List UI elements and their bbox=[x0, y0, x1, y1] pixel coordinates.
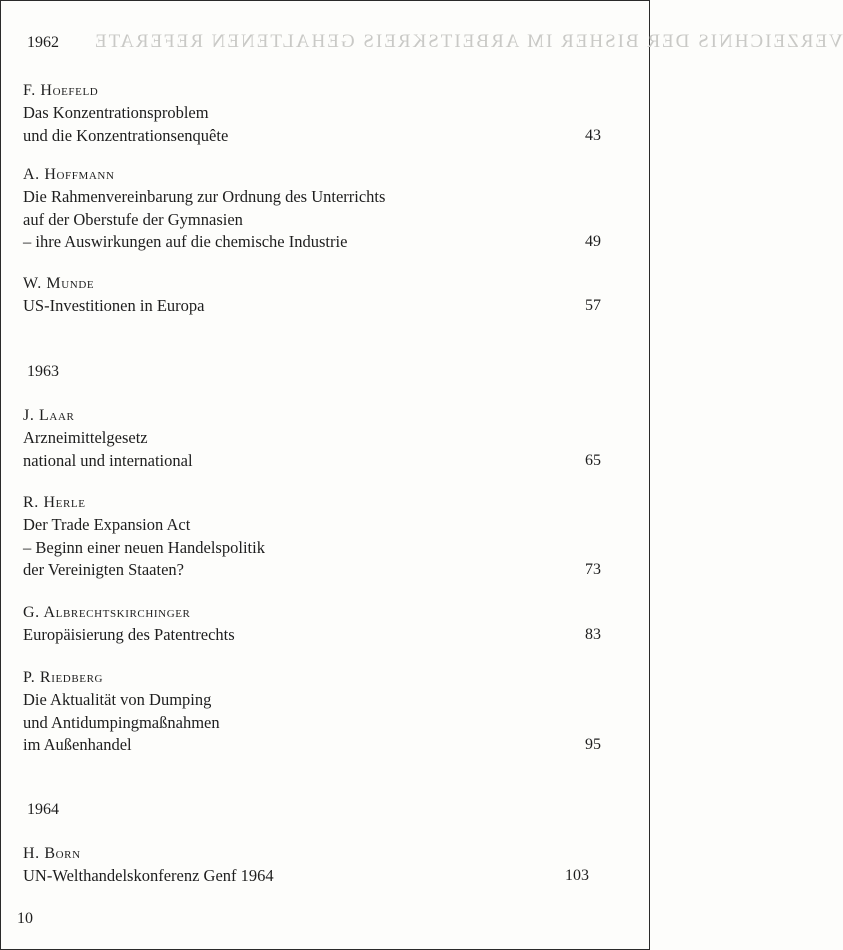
entry-title-line: und die Konzentrationsenquête bbox=[23, 125, 229, 145]
entry-title-line: auf der Oberstufe der Gymnasien bbox=[23, 209, 243, 229]
entry-title-line: im Außenhandel bbox=[23, 735, 132, 754]
entry-title-line: UN-Welthandelskonferenz Genf 1964 bbox=[23, 866, 274, 885]
entry-title-line: – ihre Auswirkungen auf die chemische Industrie bbox=[23, 232, 348, 251]
entry-title-line: Arzneimittelgesetz bbox=[23, 428, 148, 447]
year-heading-1962: 1962 bbox=[27, 34, 59, 51]
entry-author: W. Munde bbox=[23, 275, 95, 292]
entry-title-line: Die Aktualität von Dumping bbox=[23, 690, 212, 709]
entry-author: H. Born bbox=[23, 845, 81, 862]
entry-author: A. Hoffmann bbox=[23, 166, 115, 183]
entry-title-line: – Beginn einer neuen Handelspolitik bbox=[23, 537, 265, 557]
entry-author: R. Herle bbox=[23, 494, 86, 511]
entry-author: G. Albrechtskirchinger bbox=[23, 604, 191, 621]
toc-entry-herle bbox=[23, 493, 601, 582]
entry-author: F. Hoefeld bbox=[23, 82, 99, 99]
year-heading-1964: 1964 bbox=[27, 801, 59, 818]
entry-page-number: 83 bbox=[585, 626, 601, 643]
entry-title-line: Das Konzentrationsproblem bbox=[23, 103, 209, 122]
entry-title-line: der Vereinigten Staaten? bbox=[23, 560, 184, 579]
entry-page-number: 49 bbox=[585, 233, 601, 250]
toc-entry-hoffmann bbox=[23, 165, 601, 254]
entry-page-number: 73 bbox=[585, 561, 601, 578]
entry-title-line: national und international bbox=[23, 450, 193, 470]
toc-entry-hoefeld bbox=[23, 81, 601, 147]
toc-entry-laar bbox=[23, 406, 601, 472]
entry-author: J. Laar bbox=[23, 407, 75, 424]
entry-title-line: Der Trade Expansion Act bbox=[23, 515, 191, 534]
entry-page-number: 57 bbox=[585, 297, 601, 314]
toc-entry-albrechtskirchinger bbox=[23, 603, 601, 647]
bleed-through-text: VERZEICHNIS DER BISHER IM ARBEITSKREIS GEHALTENEN REFERATE bbox=[93, 31, 843, 52]
entry-title-line: Europäisierung des Patentrechts bbox=[23, 625, 235, 644]
entry-page-number: 65 bbox=[585, 451, 601, 469]
toc-entry-born bbox=[23, 844, 589, 888]
footer-page-number: 10 bbox=[17, 910, 33, 927]
entry-title-line: Die Rahmenvereinbarung zur Ordnung des Unterrichts bbox=[23, 187, 386, 206]
entry-page-number: 43 bbox=[585, 126, 601, 144]
toc-entry-munde bbox=[23, 274, 601, 318]
entry-title-line: und Antidumpingmaßnahmen bbox=[23, 712, 220, 732]
entry-page-number: 103 bbox=[565, 867, 589, 884]
entry-author: P. Riedberg bbox=[23, 669, 104, 686]
year-heading-1963: 1963 bbox=[27, 363, 59, 380]
entry-title-line: US-Investitionen in Europa bbox=[23, 296, 205, 315]
entry-page-number: 95 bbox=[585, 736, 601, 753]
toc-entry-riedberg bbox=[23, 668, 601, 757]
